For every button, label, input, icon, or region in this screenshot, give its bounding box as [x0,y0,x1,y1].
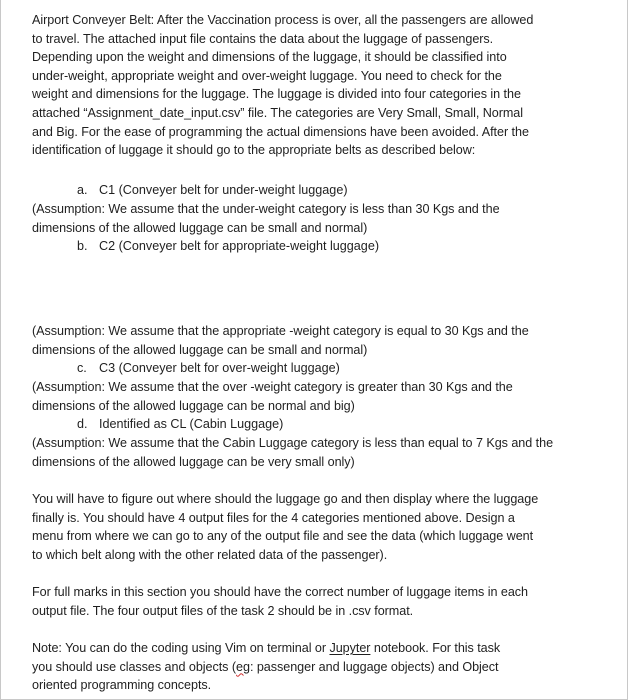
intro-line: weight and dimensions for the luggage. The luggage is divided into four categories in the [32,87,521,102]
assumption-line: (Assumption: We assume that the over -weight category is greater than 30 Kgs and the [32,380,513,394]
jupyter-word: Jupyter [329,641,371,655]
assumption-c [32,378,598,415]
note-line: oriented programming concepts. [32,678,212,693]
list-item-text: C3 (Conveyer belt for over-weight luggage) [99,361,340,375]
output-line: menu from where we can go to any of the output file and see the data (which luggage went [32,529,534,544]
list-item-a [77,181,348,200]
list-item-d [77,415,283,434]
marks-line: output file. The four output files of the task 2 should be in .csv format. [32,603,414,618]
intro-line: Airport Conveyer Belt: After the Vaccination process is over, all the passengers are allowed [32,13,534,27]
note-text: : passenger and luggage objects) and Object [249,659,499,674]
spellcheck-word: eg [236,659,250,674]
list-item-text: C2 (Conveyer belt for appropriate-weight luggage) [99,239,380,253]
list-item-text: C1 (Conveyer belt for under-weight luggage) [99,183,348,197]
assumption-line: dimensions of the allowed luggage can be very small only) [32,454,355,469]
note-text: you should use classes and objects ( [32,659,237,674]
intro-line: to travel. The attached input file contains the data about the luggage of passengers. [32,31,494,46]
list-marker: b. [77,239,88,253]
marks-line: For full marks in this section you should have the correct number of luggage items in each [32,585,529,599]
output-line: finally is. You should have 4 output files for the 4 categories mentioned above. Design a [32,510,515,525]
note-line [32,639,598,658]
note-text: Note: You can do the coding using Vim on terminal or [32,641,330,655]
assumption-line: (Assumption: We assume that the under-weight category is less than 30 Kgs and the [32,202,500,216]
intro-line: under-weight, appropriate weight and over-weight luggage. You need to check for the [32,68,502,83]
output-paragraph [32,490,598,564]
intro-line: and Big. For the ease of programming the actual dimensions have been avoided. After the [32,124,529,139]
list-marker: d. [77,417,88,431]
output-line: to which belt along with the other related data of the passenger). [32,547,388,562]
assumption-line: dimensions of the allowed luggage can be small and normal) [32,220,368,235]
list-item-b [77,237,379,256]
intro-line: Depending upon the weight and dimensions of the luggage, it should be classified into [32,50,507,65]
note-text: notebook. For this task [370,641,501,655]
intro-paragraph [32,11,598,160]
list-marker: c. [77,361,87,375]
list-marker: a. [77,183,88,197]
intro-line: identification of luggage it should go to the appropriate belts as described below: [32,143,476,158]
output-line: You will have to figure out where should the luggage go and then display where the luggage [32,492,539,506]
list-item-c [77,359,340,378]
assumption-line: dimensions of the allowed luggage can be small and normal) [32,342,368,357]
assumption-line: (Assumption: We assume that the Cabin Luggage category is less than equal to 7 Kgs and the [32,436,554,450]
assumption-a [32,200,598,237]
assumption-d [32,434,598,471]
assumption-b [32,322,598,359]
list-item-text: Identified as CL (Cabin Luggage) [99,417,284,431]
note-paragraph [32,639,598,695]
assumption-line: dimensions of the allowed luggage can be normal and big) [32,398,355,413]
assumption-line: (Assumption: We assume that the appropriate -weight category is equal to 30 Kgs and the [32,324,529,338]
note-line [32,658,598,677]
intro-line: attached “Assignment_date_input.csv” file. The categories are Very Small, Small, Normal [32,105,524,120]
marks-paragraph [32,583,598,620]
